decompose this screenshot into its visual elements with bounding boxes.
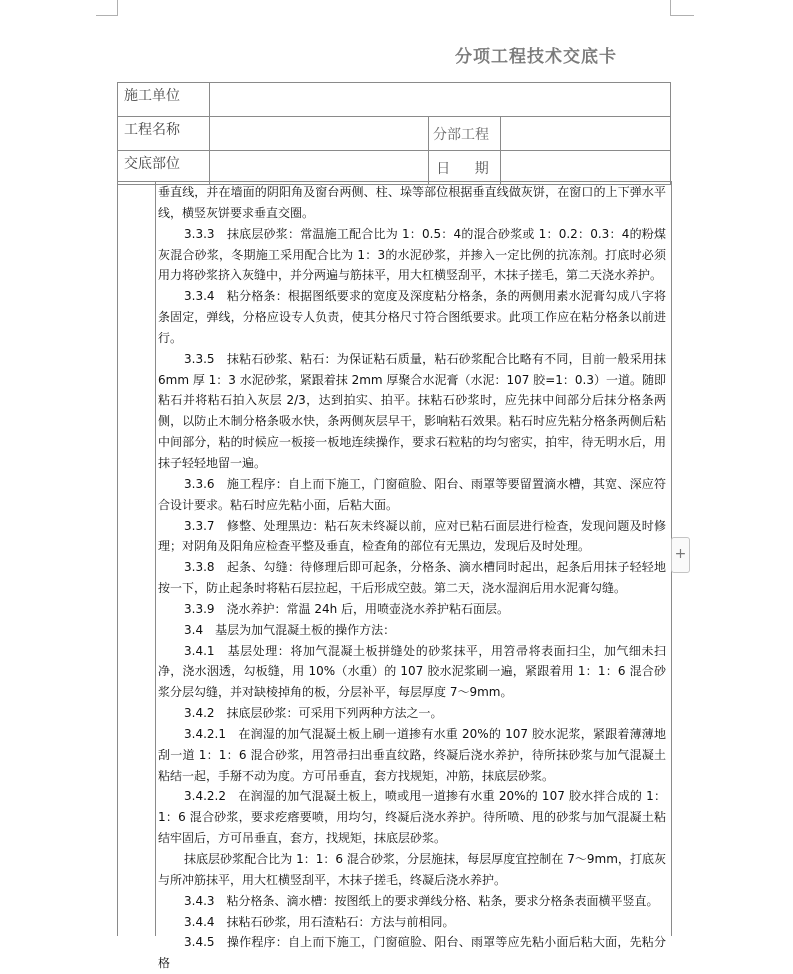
handover-dept-label: 交底部位 — [118, 151, 210, 185]
handover-dept-value — [210, 151, 429, 185]
content-box — [117, 181, 672, 971]
paragraph: 3.3.6 施工程序：自上而下施工，门窗碹脸、阳台、雨罩等要留置滴水槽，其宽、深应符合设计要求。粘石时应先粘小面，后粘大面。 — [158, 476, 666, 512]
sub-project-label: 分部工程 — [429, 117, 501, 151]
paragraph: 3.3.4 粘分格条：根据图纸要求的宽度及深度粘分格条，条的两侧用素水泥膏勾成八字将条固定，弹线，分格应设专人负责，使其分格尺寸符合图纸要求。此项工作应在粘分格条以前进行。 — [158, 289, 666, 345]
header-row-unit — [118, 83, 671, 117]
paragraph: 3.3.5 抹粘石砂浆、粘石：为保证粘石质量，粘石砂浆配合比略有不同，目前一般采用抹 6mm 厚 1：3 水泥砂浆，紧跟着抹 2mm 厚聚合水泥膏（水泥：107 胶=1：0.3）一道。随即粘石并将粘石拍入灰层 2/3，达到拍实、拍平。抹粘石砂浆时，应先抹中间部分后抹分格条两侧，以防止木制分格条吸水快，条两侧灰层早干，影响粘石效果。粘石时应先粘分格条两侧后粘中间部分，粘的时候应一板接一板地连续操作，要求石粒粘的均匀密实，拍牢，待无明水后，用抹子轻轻地留一遍。 — [158, 351, 666, 470]
paragraph: 抹底层砂浆配合比为 1：1：6 混合砂浆，分层施抹，每层厚度宜控制在 7～9mm，打底灰与所冲筋抹平，用大杠横竖刮平，木抹子搓毛，终凝后浇水养护。 — [158, 852, 666, 887]
crop-mark-top-right — [670, 0, 671, 16]
date-value — [501, 151, 671, 185]
paragraph: 3.4.2 抹底层砂浆：可采用下列两种方法之一。 — [184, 706, 443, 721]
paragraph: 3.4.3 粘分格条、滴水槽：按图纸上的要求弹线分格、粘条，要求分格条表面横平竖直。 — [184, 893, 659, 908]
construction-unit-value — [210, 83, 671, 117]
project-name-value — [210, 117, 429, 151]
paragraph: 3.3.8 起条、勾缝：待修理后即可起条，分格条、滴水槽同时起出，起条后用抹子轻轻地按一下，防止起条时将粘石层拉起，干后形成空鼓。第二天，浇水湿润后用水泥膏勾缝。 — [158, 560, 666, 596]
document-body — [158, 182, 666, 974]
paragraph: 3.4.1 基层处理：将加气混凝土板拼缝处的砂浆抹平，用笤帚将表面扫尘，加气细未扫净，浇水洇透，勾板缝，用 10%（水重）的 107 胶水泥浆刷一遍，紧跟着用 1：1：6 混合砂浆分层勾缝，并对缺棱掉角的板，分层补平，每层厚度 7～9mm。 — [158, 643, 666, 700]
header-table — [117, 82, 671, 185]
expand-button[interactable]: + — [671, 537, 690, 573]
header-row-dept — [118, 151, 671, 185]
crop-mark-top-right-h — [670, 15, 694, 16]
paragraph: 3.4.2.2 在润湿的加气混凝土板上，喷或甩一道掺有水重 20%的 107 胶水拌合成的 1：1：6 混合砂浆，要求疙瘩要喷，用均匀，终凝后浇水养护。待所喷、甩的砂浆与加气混凝土粘结牢固后，方可吊垂直，套方，找规矩，抹底层砂浆。 — [158, 789, 666, 846]
paragraph: 3.4.4 抹粘石砂浆，用石渣粘石：方法与前相同。 — [184, 914, 455, 929]
paragraph: 3.3.3 抹底层砂浆：常温施工配合比为 1：0.5：4的混合砂浆或 1：0.2：0.3：4的粉煤灰混合砂浆，冬期施工采用配合比为 1：3的水泥砂浆，并掺入一定比例的抗冻剂。打底时必须用力将砂浆挤入灰缝中，并分两遍与筋抹平，用大杠横竖刮平，木抹子搓毛，第二天浇水养护。 — [158, 226, 666, 283]
paragraph: 3.4.2.1 在润湿的加气混凝土板上刷一道掺有水重 20%的 107 胶水泥浆，紧跟着薄薄地刮一道 1：1：6 混合砂浆，用笤帚扫出垂直纹路，终凝后浇水养护，待所抹砂浆与加气混凝土粘结一起，手掰不动为度。方可吊垂直，套方找规矩，冲筋，抹底层砂浆。 — [158, 726, 666, 783]
paragraph: 3.4.5 操作程序：自上而下施工，门窗碹脸、阳台、雨罩等应先粘小面后粘大面，先粘分格 — [158, 935, 666, 971]
crop-mark-top-left — [117, 0, 118, 16]
paragraph: 3.3.9 浇水养护：常温 24h 后，用喷壶浇水养护粘石面层。 — [184, 601, 510, 616]
sub-project-value — [501, 117, 671, 151]
construction-unit-label: 施工单位 — [118, 83, 210, 117]
paragraph: 3.4 基层为加气混凝土板的操作方法： — [184, 622, 396, 637]
project-name-label: 工程名称 — [118, 117, 210, 151]
date-label: 日 期 — [429, 151, 501, 185]
paragraph: 垂直线，并在墙面的阴阳角及窗台两侧、柱、垛等部位根据垂直线做灰饼，在窗口的上下弹水平线，横竖灰饼要求垂直交圈。 — [158, 185, 666, 220]
page-title: 分项工程技术交底卡 — [455, 47, 617, 67]
crop-mark-top-left-h — [96, 15, 118, 16]
header-row-project — [118, 117, 671, 151]
left-column-divider — [155, 182, 156, 936]
paragraph: 3.3.7 修整、处理黑边：粘石灰未终凝以前，应对已粘石面层进行检查，发现问题及时修理；对阴角及阳角应检查平整及垂直，检查角的部位有无黑边，发现后及时处理。 — [158, 518, 666, 554]
